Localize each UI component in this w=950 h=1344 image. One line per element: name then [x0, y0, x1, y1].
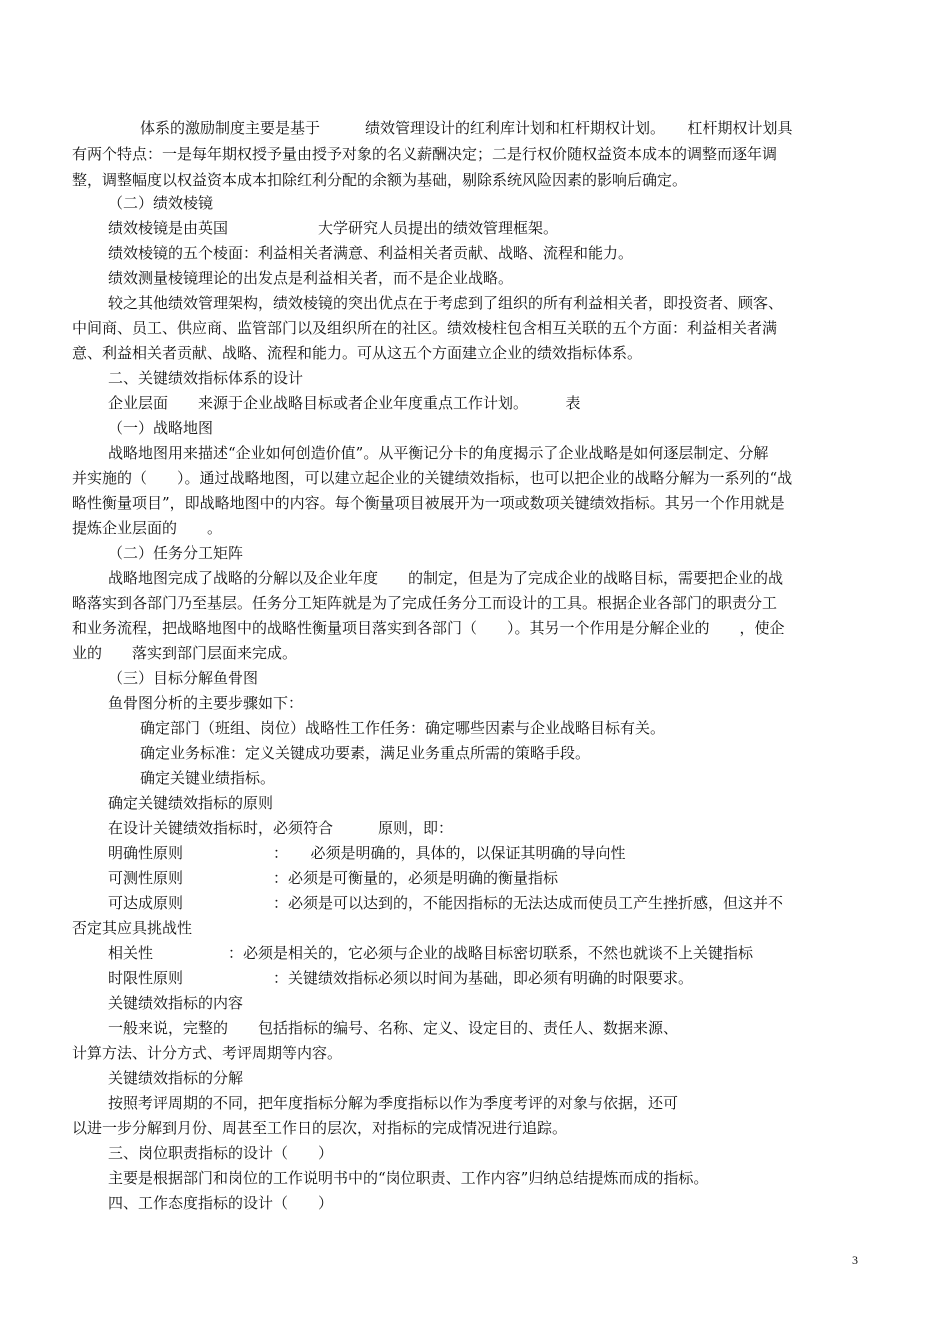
text-line: 在设计关键绩效指标时，必须符合 原则，即：	[108, 819, 454, 837]
text-line: 时限性原则 ：关键绩效指标必须以时间为基础，即必须有明确的时限要求。	[108, 969, 694, 987]
section-heading: （三）目标分解鱼骨图	[108, 669, 259, 687]
section-heading: （二）任务分工矩阵	[108, 544, 244, 562]
section-heading: 二、关键绩效指标体系的设计	[108, 369, 304, 387]
text-line: 按照考评周期的不同，把年度指标分解为季度指标以作为季度考评的对象与依据，还可	[108, 1094, 679, 1112]
text-line: 企业层面 来源于企业战略目标或者企业年度重点工作计划。 表	[108, 394, 581, 412]
section-heading: 确定关键绩效指标的原则	[108, 794, 274, 812]
text-line: 一般来说，完整的 包括指标的编号、名称、定义、设定目的、责任人、数据来源、	[108, 1019, 679, 1037]
text-line: 业的 落实到部门层面来完成。	[72, 644, 298, 662]
text-line: 和业务流程，把战略地图中的战略性衡量项目落实到各部门（ ）。其另一个作用是分解企业的 ，使企	[72, 619, 785, 637]
text-line: 有两个特点：一是每年期权授予量由授予对象的名义薪酬决定；二是行权价随权益资本成本的调整而逐年调	[72, 145, 778, 163]
text-line: 提炼企业层面的 。	[72, 519, 223, 537]
text-line: 并实施的（ ）。通过战略地图，可以建立起企业的关键绩效指标，也可以把企业的战略分解为一系列的“战	[72, 469, 793, 487]
page-number: 3	[852, 1253, 858, 1267]
list-item: 确定部门（班组、岗位）战略性工作任务：确定哪些因素与企业战略目标有关。	[140, 719, 666, 737]
text-line: 绩效测量棱镜理论的出发点是利益相关者，而不是企业战略。	[108, 269, 514, 287]
text-line: 明确性原则 ： 必须是明确的，具体的，以保证其明确的导向性	[108, 844, 626, 862]
section-heading: （二）绩效棱镜	[108, 194, 214, 212]
text-line: 较之其他绩效管理架构，绩效棱镜的突出优点在于考虑到了组织的所有利益相关者，即投资者、顾客、	[108, 294, 784, 312]
text-line: 略落实到各部门乃至基层。任务分工矩阵就是为了完成任务分工而设计的工具。根据企业各部门的职责分工	[72, 594, 778, 612]
text-line: 略性衡量项目”，即战略地图中的内容。每个衡量项目被展开为一项或数项关键绩效指标。其另一个作用就是	[72, 494, 785, 512]
text-line: 战略地图用来描述“企业如何创造价值”。从平衡记分卡的角度揭示了企业战略是如何逐层制定、分解	[108, 444, 769, 462]
text-line: 体系的激励制度主要是基于 绩效管理设计的红利库计划和杠杆期权计划。 杠杆期权计划具	[140, 119, 793, 137]
text-line: 整，调整幅度以权益资本成本扣除红利分配的余额为基础，剔除系统风险因素的影响后确定。	[72, 171, 688, 189]
section-heading: 关键绩效指标的分解	[108, 1069, 244, 1087]
list-item: 确定业务标准：定义关键成功要素，满足业务重点所需的策略手段。	[140, 744, 591, 762]
list-item: 确定关键业绩指标。	[140, 769, 276, 787]
text-line: 主要是根据部门和岗位的工作说明书中的“岗位职责、工作内容”归纳总结提炼而成的指标。	[108, 1169, 709, 1187]
text-line: 绩效棱镜是由英国 大学研究人员提出的绩效管理框架。	[108, 219, 559, 237]
section-heading: （一）战略地图	[108, 419, 214, 437]
text-line: 计算方法、计分方式、考评周期等内容。	[72, 1044, 343, 1062]
text-line: 意、利益相关者贡献、战略、流程和能力。可从这五个方面建立企业的绩效指标体系。	[72, 344, 643, 362]
section-heading: 关键绩效指标的内容	[108, 994, 244, 1012]
section-heading: 四、工作态度指标的设计（ ）	[108, 1194, 334, 1212]
text-line: 可测性原则 ：必须是可衡量的，必须是明确的衡量指标	[108, 869, 559, 887]
text-line: 鱼骨图分析的主要步骤如下：	[108, 694, 304, 712]
text-line: 中间商、员工、供应商、监管部门以及组织所在的社区。绩效棱柱包含相互关联的五个方面：利益相关者满	[72, 319, 778, 337]
text-line: 战略地图完成了战略的分解以及企业年度 的制定，但是为了完成企业的战略目标，需要把企业的战	[108, 569, 784, 587]
text-line: 否定其应具挑战性	[72, 919, 193, 937]
section-heading: 三、岗位职责指标的设计（ ）	[108, 1144, 334, 1162]
text-line: 以进一步分解到月份、周甚至工作日的层次，对指标的完成情况进行追踪。	[72, 1119, 568, 1137]
text-line: 可达成原则 ：必须是可以达到的，不能因指标的无法达成而使员工产生挫折感，但这并不	[108, 894, 784, 912]
text-line: 绩效棱镜的五个棱面：利益相关者满意、利益相关者贡献、战略、流程和能力。	[108, 244, 634, 262]
text-line: 相关性 ：必须是相关的，它必须与企业的战略目标密切联系，不然也就谈不上关键指标	[108, 944, 754, 962]
